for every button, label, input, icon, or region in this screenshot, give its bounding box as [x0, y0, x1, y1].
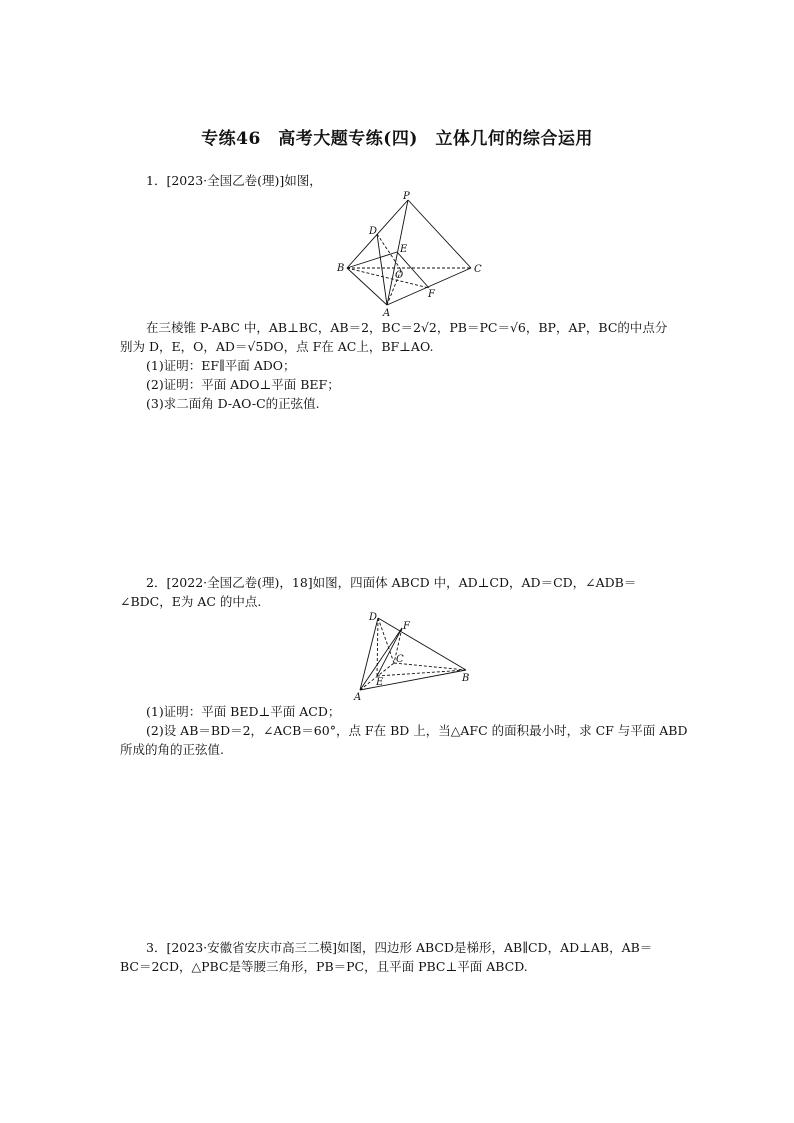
segment-DA [377, 234, 387, 305]
label-B: B [462, 673, 470, 684]
edge-PC [408, 200, 471, 268]
q1-stem-line2: 别为 D，E，O，AD＝√5DO，点 F在 AC上，BF⊥AO. [120, 339, 434, 354]
label-C: C [396, 654, 404, 665]
q3-stem-line2: BC＝2CD，△PBC是等腰三角形，PB＝PC，且平面 PBC⊥平面 ABCD. [120, 959, 528, 974]
segment-BF [347, 268, 429, 288]
q2-stem-line1: 2．[2022·全国乙卷(理)，18]如图，四面体 ABCD 中，AD⊥CD，AD＝CD，∠ADB＝ [146, 575, 637, 590]
label-B: B [337, 263, 345, 274]
q2-tetrahedron-figure [350, 608, 480, 702]
q1-heading: 1．[2023·全国乙卷(理)]如图， [146, 173, 322, 188]
label-C: C [474, 264, 482, 275]
segment-EB [377, 670, 466, 676]
label-A: A [383, 308, 391, 318]
label-D: D [369, 612, 378, 623]
label-F: F [403, 621, 410, 632]
q2-stem-line2: ∠BDC，E为 AC 的中点. [120, 594, 262, 609]
edge-AB [347, 268, 387, 305]
q1-pyramid-figure [335, 190, 495, 318]
q1-part3: (3)求二面角 D-AO-C的正弦值. [146, 396, 320, 411]
label-F: F [428, 289, 435, 300]
q1-part2: (2)证明：平面 ADO⊥平面 BEF； [146, 377, 340, 392]
label-O: O [395, 270, 404, 281]
segment-DE [377, 618, 378, 676]
label-A: A [354, 692, 362, 702]
q2-part1: (1)证明：平面 BED⊥平面 ACD； [146, 704, 341, 719]
label-P: P [403, 191, 410, 202]
q3-stem-line1: 3．[2023·安徽省安庆市高三二模]如图，四边形 ABCD是梯形，AB∥CD，AD⊥AB，AB＝ [146, 940, 653, 955]
segment-FE [377, 628, 402, 676]
q1-part1: (1)证明：EF∥平面 ADO； [146, 358, 296, 373]
edge-DC [378, 618, 394, 663]
page-title: 专练46 高考大题专练(四) 立体几何的综合运用 [201, 129, 593, 149]
label-D: D [369, 226, 378, 237]
q2-part2: (2)设 AB＝BD＝2，∠ACB＝60°，点 F在 BD 上，当△AFC 的面积最小时，求 CF 与平面 ABD [146, 723, 688, 738]
label-E: E [400, 244, 408, 255]
q1-stem-line1: 在三棱锥 P-ABC 中，AB⊥BC，AB＝2，BC＝2√2，PB＝PC＝√6，BP，AP，BC的中点分 [146, 320, 668, 335]
q2-part2-cont: 所成的角的正弦值. [120, 742, 224, 757]
label-E: E [376, 677, 384, 688]
